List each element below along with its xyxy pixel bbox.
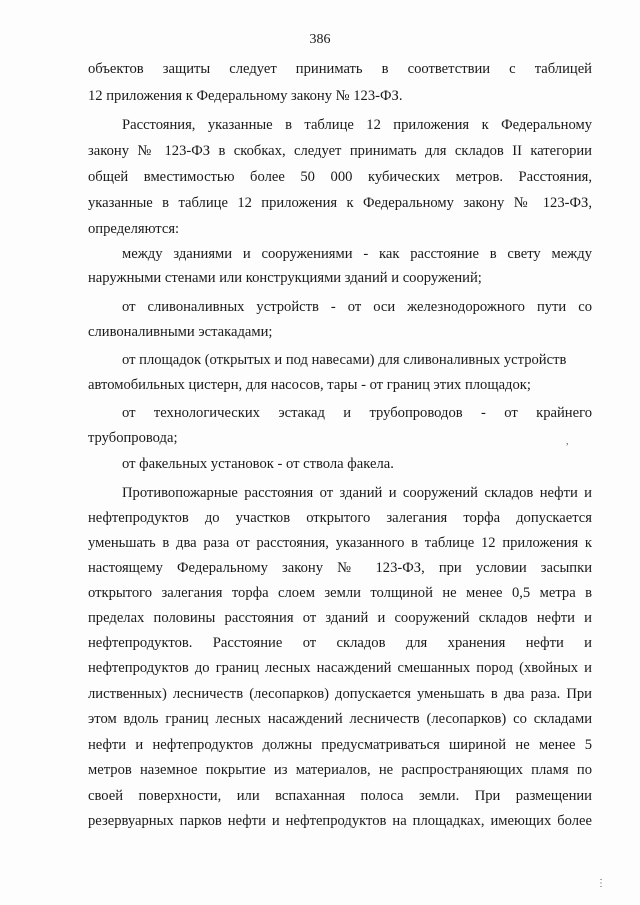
text-line: от площадок (открытых и под навесами) для сливоналивных устройств bbox=[122, 352, 567, 368]
text-line: лиственных) лесничеств (лесопарков) допускается уменьшать в два раза. При bbox=[88, 686, 592, 702]
text-line: между зданиями и сооружениями - как расстояние в свету между bbox=[122, 246, 592, 262]
text-line: от факельных установок - от ствола факела. bbox=[122, 456, 394, 472]
text-line: нефти и нефтепродуктов должны предусматриваться шириной не менее 5 bbox=[88, 737, 592, 753]
text-line: закону № 123-ФЗ в скобках, следует принимать для складов II категории bbox=[88, 143, 592, 159]
text-line: уменьшать в два раза от расстояния, указанного в таблице 12 приложения к bbox=[88, 535, 592, 551]
text-line: нефтепродуктов до участков открытого залегания торфа допускается bbox=[88, 510, 592, 526]
text-line: 12 приложения к Федеральному закону № 123-ФЗ. bbox=[88, 88, 403, 104]
text-line: трубопровода; bbox=[88, 430, 178, 446]
text-line: нефтепродуктов до границ лесных насаждений смешанных пород (хвойных и bbox=[88, 660, 592, 676]
text-line: наружными стенами или конструкциями зданий и сооружений; bbox=[88, 270, 482, 286]
page-number: 386 bbox=[309, 32, 331, 47]
text-line: своей поверхности, или вспаханная полоса земли. При размещении bbox=[88, 788, 592, 804]
scan-speck: ⋮ bbox=[596, 878, 606, 889]
text-line: от технологических эстакад и трубопроводов - от крайнего bbox=[122, 405, 592, 421]
text-line: пределах половины расстояния от зданий и сооружений складов нефти и bbox=[88, 610, 592, 626]
text-line: открытого залегания торфа слоем земли толщиной не менее 0,5 метра в bbox=[88, 585, 592, 601]
text-line: настоящему Федеральному закону № 123-ФЗ, при условии засыпки bbox=[88, 560, 592, 576]
text-line: от сливоналивных устройств - от оси железнодорожного пути со bbox=[122, 299, 592, 315]
text-line: указанные в таблице 12 приложения к Федеральному закону № 123-ФЗ, bbox=[88, 195, 592, 211]
text-line: Противопожарные расстояния от зданий и сооружений складов нефти и bbox=[122, 485, 592, 501]
text-line: объектов защиты следует принимать в соответствии с таблицей bbox=[88, 61, 592, 77]
text-line: нефтепродуктов. Расстояние от складов для хранения нефти и bbox=[88, 635, 592, 651]
text-line: Расстояния, указанные в таблице 12 приложения к Федеральному bbox=[122, 117, 592, 133]
text-line: этом вдоль границ лесных насаждений лесничеств (лесопарков) со складами bbox=[88, 711, 592, 727]
text-line: общей вместимостью более 50 000 кубических метров. Расстояния, bbox=[88, 169, 592, 185]
text-line: определяются: bbox=[88, 221, 180, 237]
text-line: резервуарных парков нефти и нефтепродуктов на площадках, имеющих более bbox=[88, 813, 592, 829]
text-line: автомобильных цистерн, для насосов, тары - от границ этих площадок; bbox=[88, 377, 531, 393]
text-line: метров наземное покрытие из материалов, не распространяющих пламя по bbox=[88, 762, 592, 778]
scan-speck: , bbox=[566, 436, 569, 447]
text-line: сливоналивными эстакадами; bbox=[88, 324, 273, 340]
